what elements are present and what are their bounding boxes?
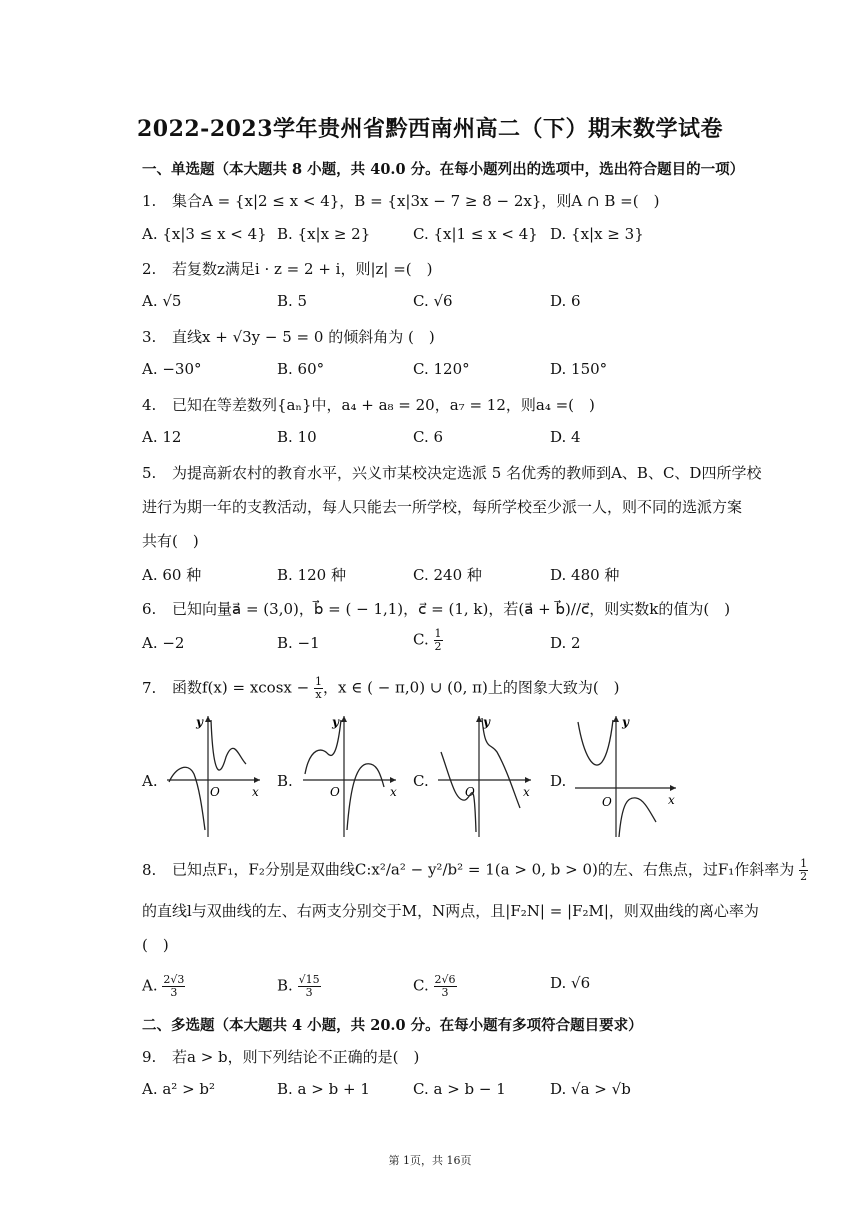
question-number: 6. bbox=[142, 600, 157, 618]
option-a-label: A. bbox=[142, 976, 158, 995]
question-text: 已知在等差数列{aₙ}中，a₄ + a₈ = 20，a₇ = 12，则a₄ =( ) bbox=[172, 396, 595, 414]
question-2 bbox=[142, 258, 433, 279]
option-d: D. {x|x ≥ 3} bbox=[550, 225, 644, 243]
fraction-denominator: x bbox=[315, 688, 322, 701]
option-b: B. {x|x ≥ 2} bbox=[277, 225, 371, 243]
question-number: 3. bbox=[142, 328, 157, 346]
question-5-line-2: 进行为期一年的支教活动，每人只能去一所学校，每所学校至少派一人，则不同的选派方案 bbox=[142, 498, 743, 516]
fraction-numerator: √15 bbox=[298, 973, 320, 986]
fraction-numerator: 1 bbox=[800, 857, 808, 870]
option-d: D. 2 bbox=[550, 634, 581, 652]
question-1-options bbox=[142, 225, 762, 247]
fraction-numerator: 1 bbox=[434, 627, 442, 640]
option-b-label: B. bbox=[277, 976, 293, 995]
question-8-line-2: 的直线l与双曲线的左、右两支分别交于M，N两点，且|F₂N| = |F₂M|，则双曲线的离心率为 bbox=[142, 902, 759, 920]
option-a bbox=[142, 974, 185, 999]
option-c: C. a > b − 1 bbox=[413, 1080, 506, 1098]
option-b: B. 5 bbox=[277, 292, 308, 310]
origin-label: O bbox=[602, 795, 612, 809]
fraction-denominator: 2 bbox=[434, 640, 442, 653]
y-axis-label: y bbox=[483, 715, 490, 729]
y-axis-label: y bbox=[622, 715, 629, 729]
question-number: 5. bbox=[142, 464, 157, 482]
page-footer: 第 1页，共 16页 bbox=[388, 1154, 472, 1167]
option-c bbox=[413, 974, 457, 999]
option-c-fraction bbox=[434, 974, 457, 999]
fraction-numerator: 2√6 bbox=[434, 973, 456, 986]
question-text-b: ，x ∈ ( − π,0) ∪ (0, π)上的图象大致为( ) bbox=[323, 678, 620, 697]
graph-a-label: A. bbox=[142, 772, 158, 790]
fraction-numerator: 2√3 bbox=[163, 973, 185, 986]
fraction-denominator: 3 bbox=[441, 986, 449, 999]
question-7-fraction bbox=[314, 676, 323, 701]
option-a: A. −30° bbox=[142, 360, 202, 378]
graph-b-image bbox=[300, 712, 400, 842]
question-3 bbox=[142, 326, 435, 347]
question-text-a: 函数f(x) = xcosx − bbox=[172, 678, 310, 697]
question-3-options bbox=[142, 360, 762, 382]
fraction-denominator: 3 bbox=[305, 986, 313, 999]
question-number: 9. bbox=[142, 1048, 157, 1066]
option-a: A. 12 bbox=[142, 428, 182, 446]
origin-label: O bbox=[210, 785, 220, 799]
question-7-graphs bbox=[142, 712, 702, 844]
graph-c-label: C. bbox=[413, 772, 429, 790]
option-d: D. √a > √b bbox=[550, 1080, 631, 1098]
question-5-options bbox=[142, 564, 762, 586]
question-8 bbox=[142, 858, 808, 883]
question-text: 直线x + √3y − 5 = 0 的倾斜角为 ( ) bbox=[172, 328, 435, 346]
option-a-fraction bbox=[162, 974, 185, 999]
y-axis-label: y bbox=[332, 715, 339, 729]
question-6 bbox=[142, 598, 730, 619]
graph-b-label: B. bbox=[277, 772, 293, 790]
question-8-line-3: ( ) bbox=[142, 936, 169, 954]
question-text: 若复数z满足i · z = 2 + i，则|z| =( ) bbox=[172, 260, 433, 278]
question-9 bbox=[142, 1046, 419, 1067]
option-b: B. −1 bbox=[277, 634, 320, 652]
question-number: 1. bbox=[142, 192, 157, 210]
option-b-fraction bbox=[298, 974, 321, 999]
option-a: A. {x|3 ≤ x < 4} bbox=[142, 225, 267, 243]
option-b: B. 10 bbox=[277, 428, 317, 446]
question-9-options bbox=[142, 1080, 762, 1102]
question-text: 集合A = {x|2 ≤ x < 4}，B = {x|3x − 7 ≥ 8 − 2x}，则A ∩ B =( ) bbox=[172, 192, 660, 210]
question-text-b: x²/a² − y²/b² = 1(a > 0, b > 0)的左、右焦点，过F₁作斜率为 bbox=[371, 860, 795, 879]
option-c-fraction bbox=[434, 628, 443, 653]
option-c bbox=[413, 628, 443, 653]
option-b: B. 60° bbox=[277, 360, 325, 378]
option-d: D. √6 bbox=[550, 974, 591, 992]
option-a: A. a² > b² bbox=[142, 1080, 216, 1098]
graph-d-image bbox=[572, 712, 682, 842]
page-title: 2022-2023学年贵州省黔西南州高二（下）期末数学试卷 bbox=[136, 116, 724, 142]
x-axis-label: x bbox=[252, 785, 259, 799]
question-2-options bbox=[142, 292, 762, 314]
question-number: 4. bbox=[142, 396, 157, 414]
question-5 bbox=[142, 462, 761, 483]
x-axis-label: x bbox=[390, 785, 397, 799]
question-number: 7. bbox=[142, 678, 157, 697]
option-d: D. 150° bbox=[550, 360, 608, 378]
option-a: A. 60 种 bbox=[142, 566, 202, 584]
origin-label: O bbox=[330, 785, 340, 799]
slope-fraction bbox=[799, 858, 808, 883]
origin-label: O bbox=[465, 785, 475, 799]
section-heading-single-choice: 一、单选题（本大题共 8 小题，共 40.0 分。在每小题列出的选项中，选出符合题目的一项） bbox=[142, 161, 745, 178]
question-5-line-3: 共有( ) bbox=[142, 532, 199, 550]
option-d: D. 480 种 bbox=[550, 566, 620, 584]
x-axis-label: x bbox=[523, 785, 530, 799]
option-c: C. 120° bbox=[413, 360, 470, 378]
question-number: 2. bbox=[142, 260, 157, 278]
question-text: 已知向量a⃗ = (3,0)，b⃗ = ( − 1,1)，c⃗ = (1, k)，若(a⃗ + b⃗)//c⃗，则实数k的值为( ) bbox=[172, 600, 731, 618]
option-b: B. 120 种 bbox=[277, 566, 346, 584]
graph-a-image bbox=[164, 712, 264, 842]
question-4 bbox=[142, 394, 595, 415]
fraction-numerator: 1 bbox=[315, 675, 322, 688]
question-text-a: 已知点F₁，F₂分别是双曲线C: bbox=[172, 860, 372, 879]
question-1 bbox=[142, 190, 659, 211]
option-c: C. {x|1 ≤ x < 4} bbox=[413, 225, 538, 243]
question-4-options bbox=[142, 428, 762, 450]
option-c: C. √6 bbox=[413, 292, 453, 310]
x-axis-label: x bbox=[668, 793, 675, 807]
option-a: A. −2 bbox=[142, 634, 185, 652]
option-c-label: C. bbox=[413, 630, 429, 649]
graph-d-label: D. bbox=[550, 772, 567, 790]
fraction-denominator: 2 bbox=[800, 870, 808, 883]
question-7 bbox=[142, 676, 620, 701]
option-b bbox=[277, 974, 321, 999]
option-b: B. a > b + 1 bbox=[277, 1080, 370, 1098]
question-text: 为提高新农村的教育水平，兴义市某校决定选派 5 名优秀的教师到A、B、C、D四所学校 bbox=[172, 464, 762, 482]
option-c: C. 240 种 bbox=[413, 566, 482, 584]
question-number: 8. bbox=[142, 860, 157, 879]
question-text: 若a > b，则下列结论不正确的是( ) bbox=[172, 1048, 420, 1066]
y-axis-label: y bbox=[196, 715, 203, 729]
option-c-label: C. bbox=[413, 976, 429, 995]
fraction-denominator: 3 bbox=[170, 986, 178, 999]
section-heading-multiple-choice: 二、多选题（本大题共 4 小题，共 20.0 分。在每小题有多项符合题目要求） bbox=[142, 1017, 643, 1034]
option-d: D. 6 bbox=[550, 292, 581, 310]
question-8-options bbox=[142, 973, 762, 999]
graph-c-image bbox=[435, 712, 535, 842]
option-c: C. 6 bbox=[413, 428, 444, 446]
option-a: A. √5 bbox=[142, 292, 182, 310]
question-6-options bbox=[142, 627, 762, 656]
option-d: D. 4 bbox=[550, 428, 581, 446]
